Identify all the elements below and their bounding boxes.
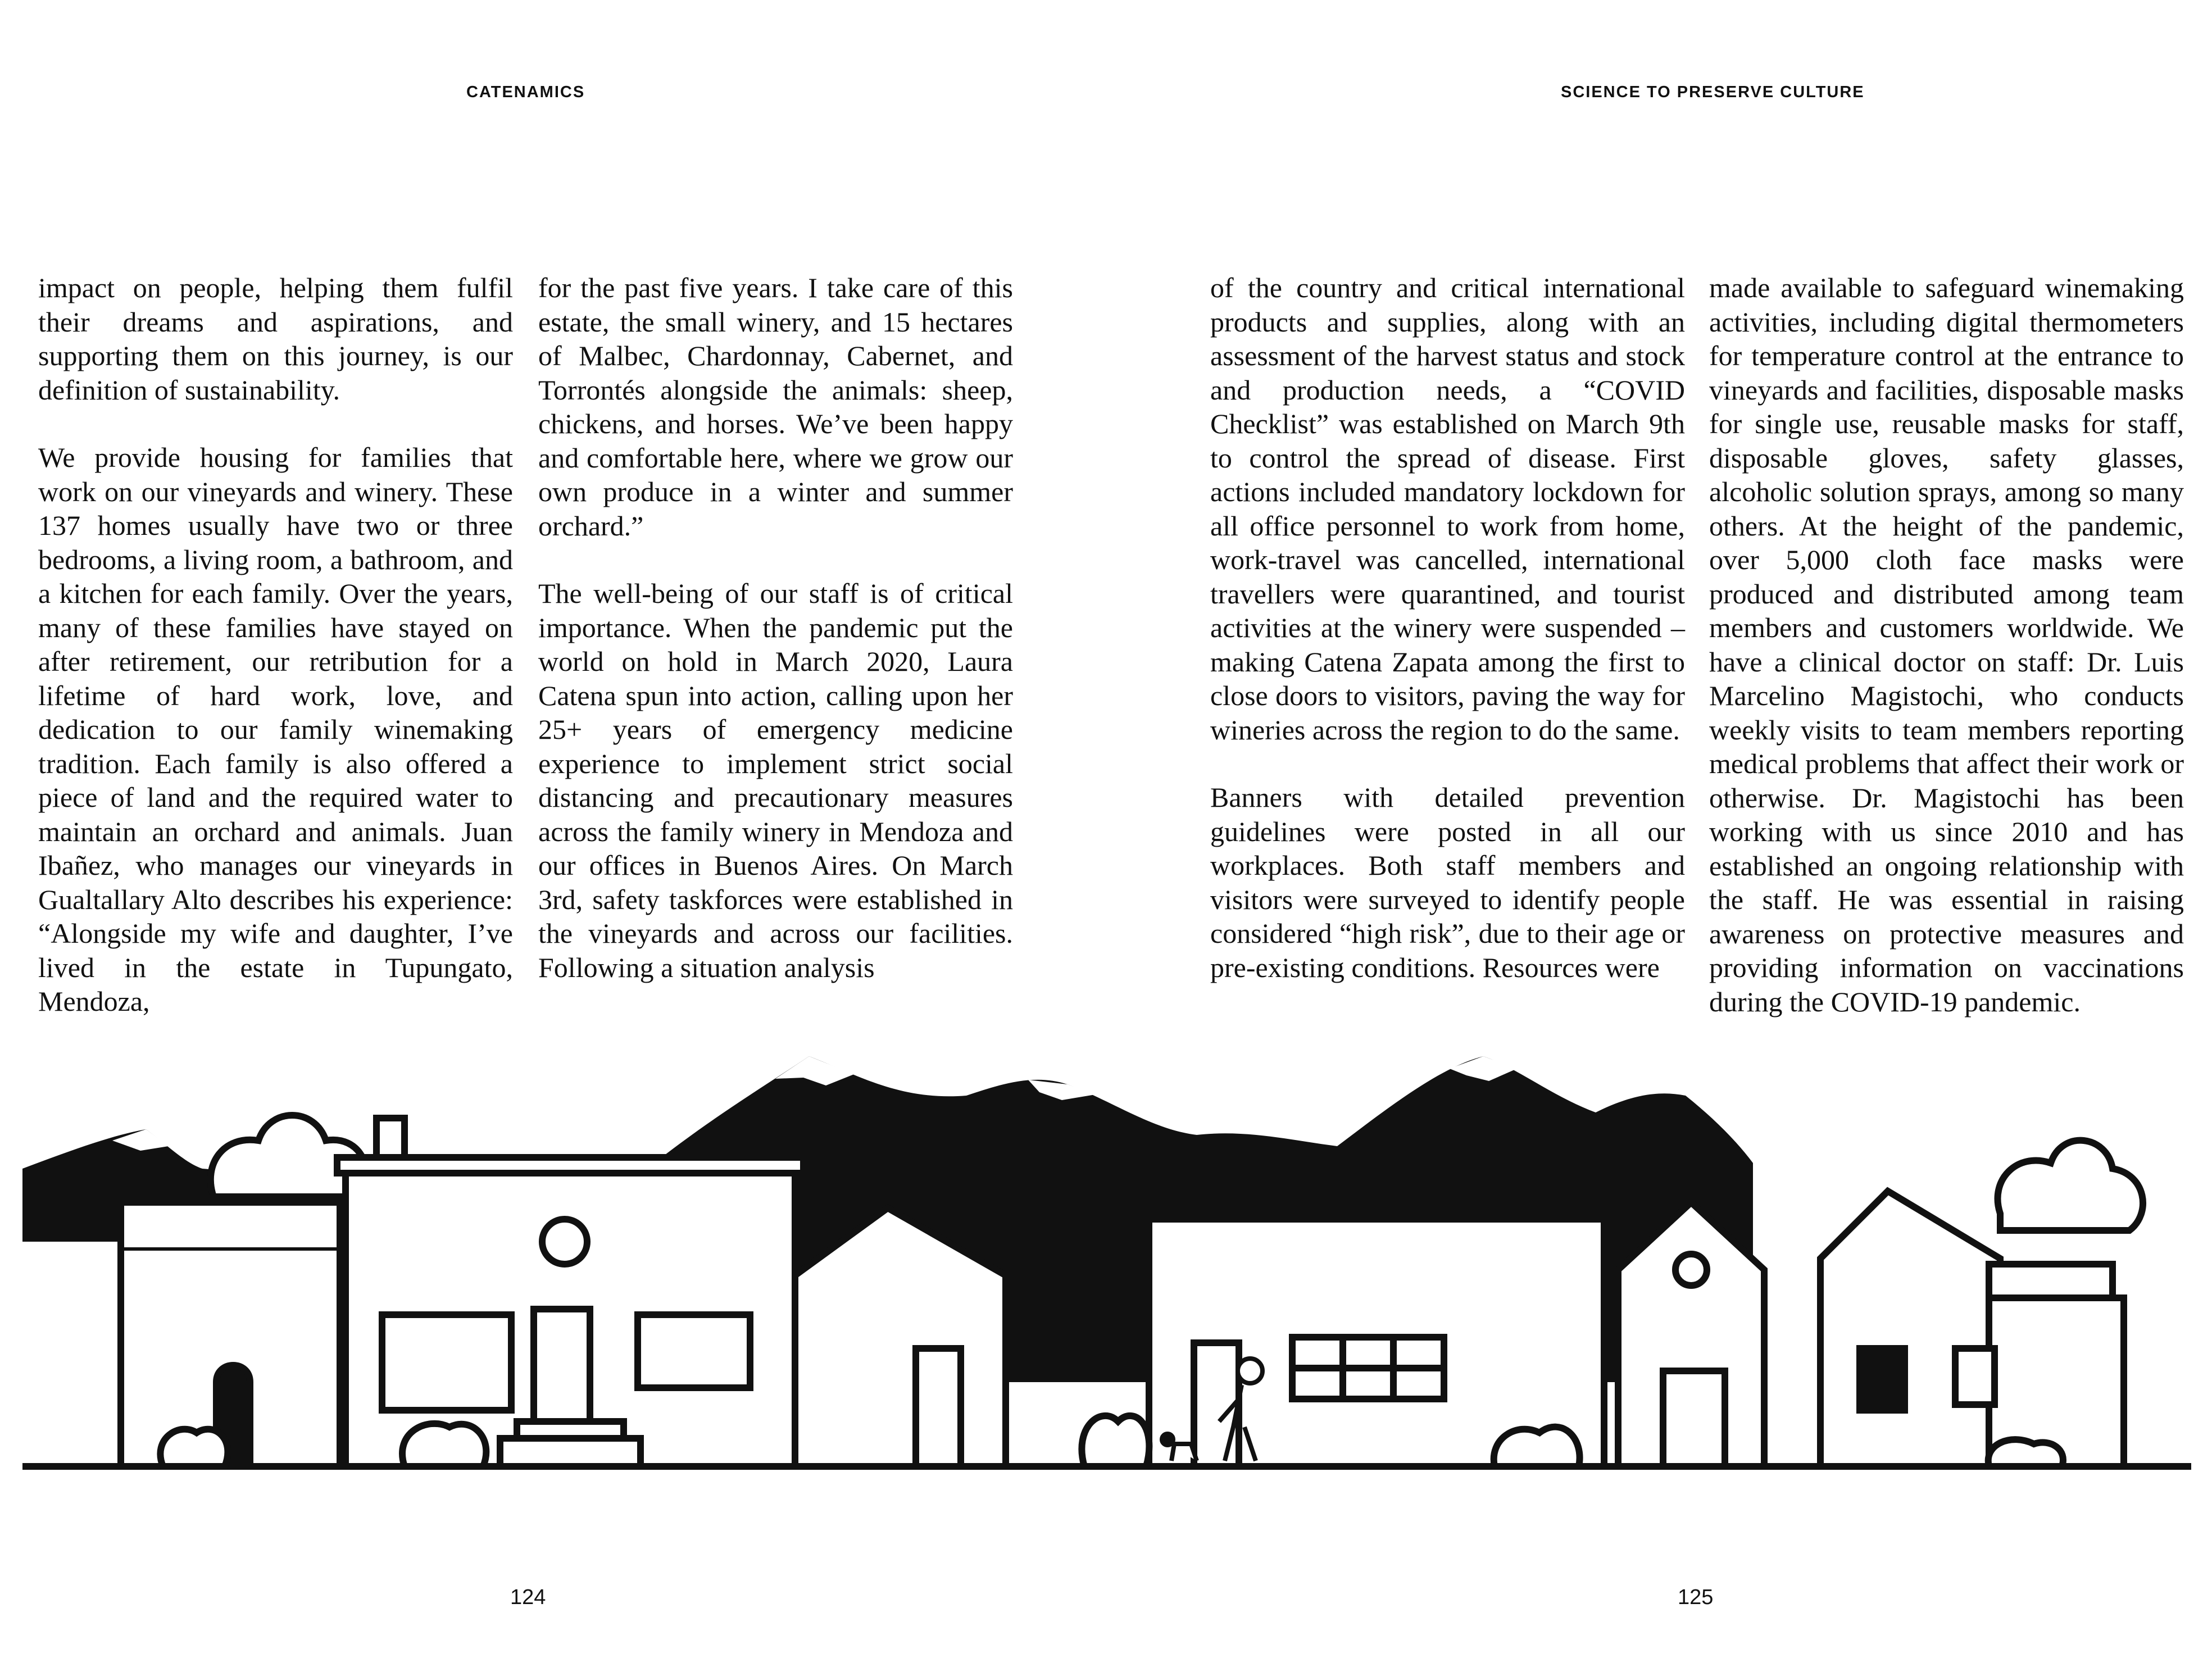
page-number-left: 124 — [510, 1586, 546, 1609]
left-page-column-2 — [538, 271, 1013, 984]
paragraph: for the past five years. I take care of this estate, the small winery, and 15 hectares of Malbec, Chardonnay, Cabernet, and Torrontés alongside the animals: sheep, chickens, and horses. We’ve been happy and comfortable here, where we grow our own produce in a winter and summer orchard.” — [538, 272, 1013, 542]
house-2 — [337, 1118, 803, 1466]
village-mountains-illustration — [0, 1034, 2212, 1517]
paragraph: We provide housing for families that work on our vineyards and winery. These 137 homes usually have two or three bedrooms, a living room, a bathroom, and a kitchen for each family. Over the years, many of these families have stayed on after retirement, our retribution for a lifetime of hard work, love, and dedication to our family winemaking tradition. Each family is also offered a piece of land and the required water to maintain an orchard and animals. Juan Ibañez, who manages our vineyards in Gualtallary Alto describes his experience: “Alongside my wife and daughter, I’ve lived in the estate in Tupungato, Mendoza, — [38, 442, 513, 1017]
paragraph: of the country and critical international products and supplies, along with an assessment of the harvest status and stock and production needs, a “COVID Checklist” was established on March 9th to control the spread of disease. First actions included mandatory lockdown for all office personnel to work from home, work-travel was cancelled, international travellers were quarantined, and tourist activities at the winery were suspended – making Catena Zapata among the first to close doors to visitors, paving the way for wineries across the region to do the same. — [1210, 272, 1685, 746]
running-head-right: SCIENCE TO PRESERVE CULTURE — [1561, 83, 1865, 101]
running-head-left: CATENAMICS — [466, 83, 585, 101]
paragraph: impact on people, helping them fulfil their dreams and aspirations, and supporting them on this journey, is our definition of sustainability. — [38, 272, 513, 406]
house-1 — [121, 1202, 340, 1466]
paragraph: made available to safeguard winemaking activities, including digital thermometers for temperature control at the entrance to vineyards and facilities, disposable masks for single use, reusable masks for staff, disposable gloves, safety glasses, alcoholic solution sprays, among so many others. At the height of the pandemic, over 5,000 cloth face masks were produced and distributed among team members and customers worldwide. We have a clinical doctor on staff: Dr. Luis Marcelino Magistochi, who conducts weekly visits to team members reporting medical problems that affect their work or otherwise. Dr. Magistochi has been working with us since 2010 and has established an ongoing relationship with the staff. He was essential in raising awareness on protective measures and providing information on vaccinations during the COVID-19 pandemic. — [1709, 272, 2184, 1017]
paragraph: Banners with detailed prevention guidelines were posted in all our workplaces. Both staff members and visitors were surveyed to identify people considered “high risk”, due to their age or pre-existing conditions. Resources were — [1210, 782, 1685, 983]
page-number-right: 125 — [1678, 1586, 1714, 1609]
paragraph: The well-being of our staff is of critical importance. When the pandemic put the world on hold in March 2020, Laura Catena spun into action, calling upon her 25+ years of emergency medicine experience to implement strict social distancing and precautionary measures across the family winery in Mendoza and our offices in Buenos Aires. On March 3rd, safety taskforces were established in the vineyards and across our facilities. Following a situation analysis — [538, 578, 1013, 983]
right-page-column-1 — [1210, 271, 1685, 984]
left-page-column-1 — [38, 271, 513, 1019]
bushes — [160, 1416, 2063, 1466]
right-page-column-2 — [1709, 271, 2184, 1019]
